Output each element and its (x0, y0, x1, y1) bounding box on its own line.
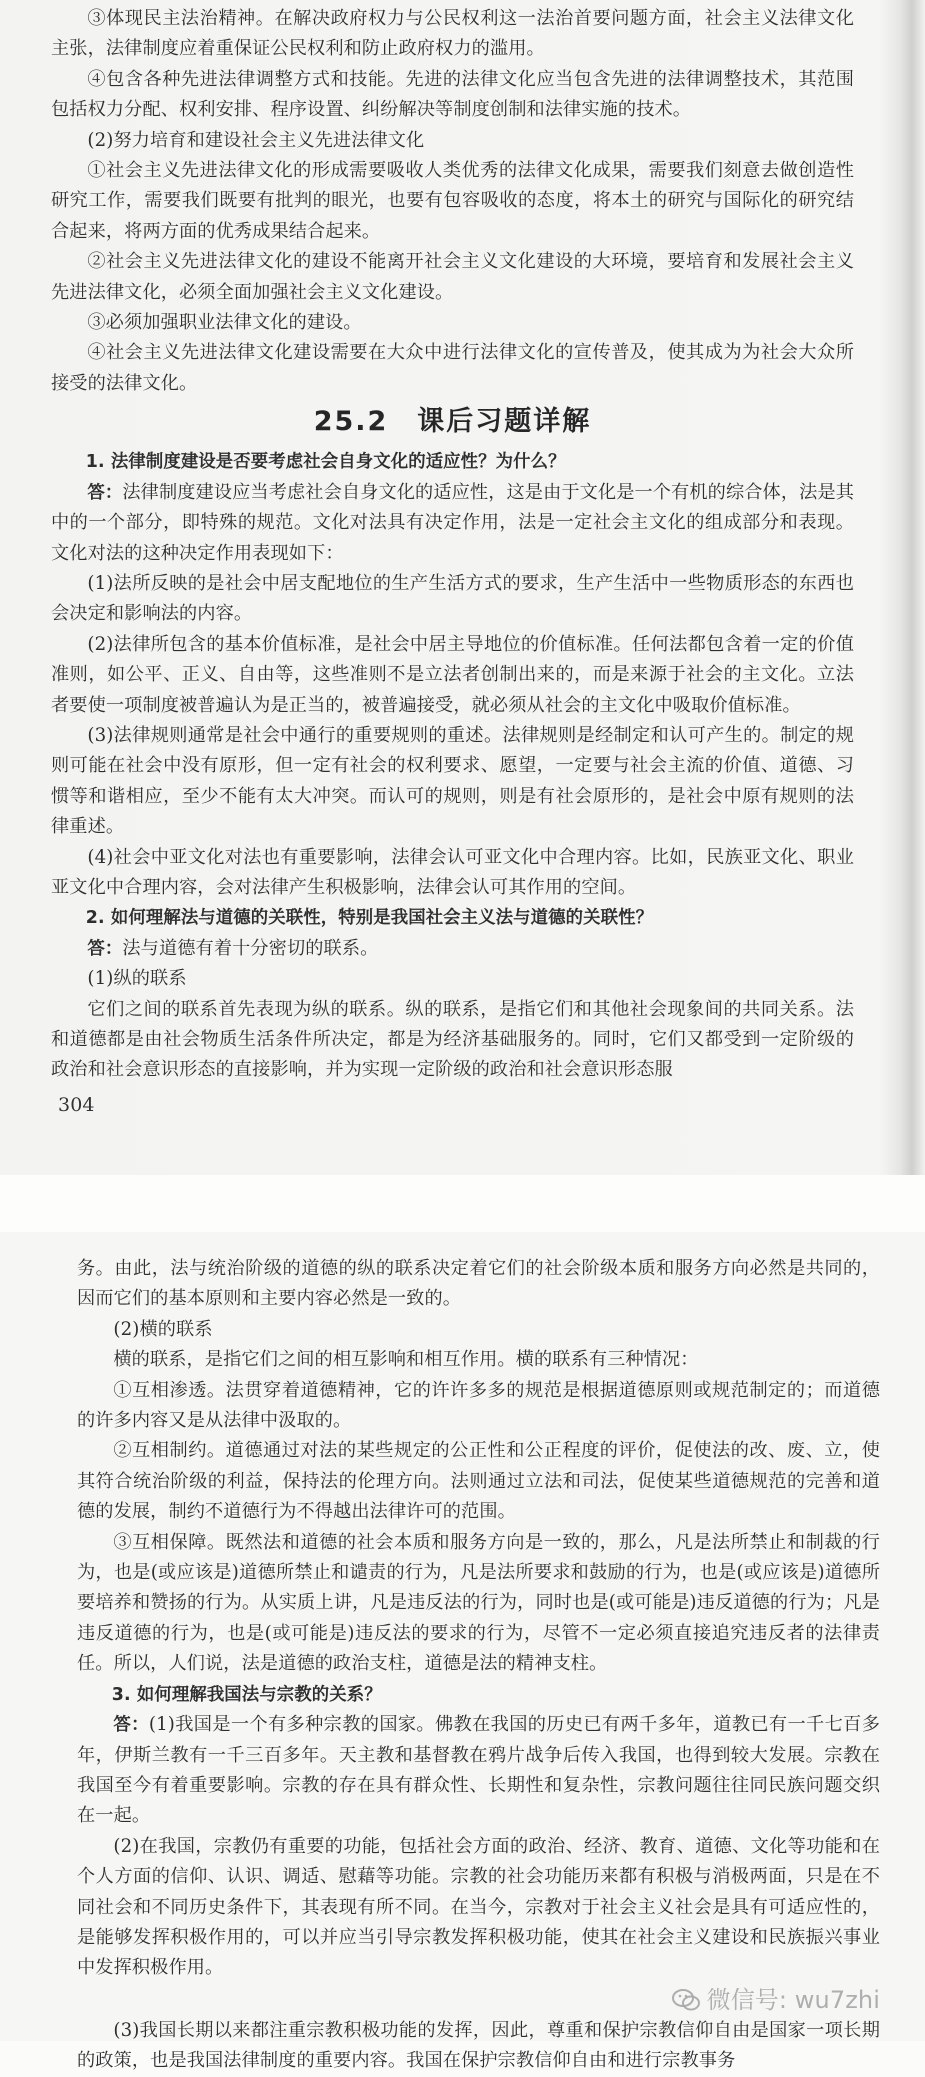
paragraph: ①社会主义先进法律文化的形成需要吸收人类优秀的法律文化成果，需要我们刻意去做创造性研究工作，需要我们既要有批判的眼光，也要有包容吸收的态度，将本土的研究与国际化的研究结合起来，将两方面的优秀成果结合起来。 (51, 160, 854, 242)
watermark (77, 1984, 880, 2016)
paragraph: (3)我国长期以来都注重宗教积极功能的发挥，因此，尊重和保护宗教信仰自由是国家一项长期的政策，也是我国法律制度的重要内容。我国在保护宗教信仰自由和进行宗教事务 (77, 2019, 880, 2072)
paragraph: (3)法律规则通常是社会中通行的重要规则的重述。法律规则是经制定和认可产生的。制定的规则可能在社会中没有原形，但一定有社会的权利要求、愿望，一定要与社会主流的价值、道德、习惯等和谐相应，至少不能有太大冲突。而认可的规则，则是有社会原形的，是社会中原有规则的法律重述。 (51, 724, 854, 838)
paragraph: (2)法律所包含的基本价值标准，是社会中居主导地位的价值标准。任何法都包含着一定的价值准则，如公平、正义、自由等，这些准则不是立法者创制出来的，而是来源于社会的主文化。立法者要使一项制度被普遍认为是正当的，被普遍接受，就必须从社会的主文化中吸取价值标准。 (51, 633, 854, 716)
page-body (77, 1254, 880, 2077)
page-305 (0, 1232, 925, 2072)
paragraph: ④社会主义先进法律文化建设需要在大众中进行法律文化的宣传普及，使其成为为社会大众所接受的法律文化。 (51, 342, 854, 394)
paragraph: (1)法所反映的是社会中居支配地位的生产生活方式的要求，生产生活中一些物质形态的东西也会决定和影响法的内容。 (51, 572, 854, 625)
paragraph: ②社会主义先进法律文化的建设不能离开社会主义文化建设的大环境，要培育和发展社会主义先进法律文化，必须全面加强社会主义文化建设。 (51, 251, 854, 303)
answer-3 (77, 1710, 880, 1832)
answer-text: 法与道德有着十分密切的联系。 (122, 937, 379, 959)
paragraph: 横的联系，是指它们之间的相互影响和相互作用。横的联系有三种情况： (113, 1349, 699, 1371)
watermark-text: 微信号: wu7zhi (706, 1985, 880, 2014)
paragraph: ③体现民主法治精神。在解决政府权力与公民权利这一法治首要问题方面，社会主义法律文化主张，法律制度应着重保证公民权利和防止政府权力的滥用。 (51, 8, 854, 60)
subheading: (2)横的联系 (113, 1318, 213, 1340)
page-gap (0, 1175, 925, 1232)
paragraph: ③互相保障。既然法和道德的社会本质和服务方向是一致的，那么，凡是法所禁止和制裁的行为，也是(或应该是)道德所禁止和谴责的行为，凡是法所要求和鼓励的行为，也是(或应该是)道德所要培养和赞扬的行为。从实质上讲，凡是违反法的行为，同时也是(或可能是)违反道德的行为；凡是违反道德的行为，也是(或可能是)违反法的要求的行为，尽管不一定必须直接追究违反者的法律责任。所以，人们说，法是道德的政治支柱，道德是法的精神支柱。 (77, 1531, 880, 1675)
answer-label: 答： (87, 938, 123, 959)
page-number: 304 (58, 1093, 95, 1116)
subheading: (1)纵的联系 (87, 968, 187, 990)
section-heading: 25.2 课后习题详解 (313, 406, 592, 438)
answer-text: (1)我国是一个有多种宗教的国家。佛教在我国的历史已有两千多年，道教已有一千七百多年，伊斯兰教有一千三百多年。天主教和基督教在鸦片战争后传入我国，也得到较大发展。宗教在我国至今有着重要影响。宗教的存在具有群众性、长期性和复杂性，宗教问题往往同民族问题交织在一起。 (77, 1714, 880, 1827)
page-body (51, 4, 854, 1118)
paragraph: ④包含各种先进法律调整方式和技能。先进的法律文化应当包含先进的法律调整技术，其范围包括权力分配、权利安排、程序设置、纠纷解决等制度创制和法律实施的技术。 (51, 68, 854, 121)
wechat-icon (671, 1987, 701, 2013)
paragraph-continuation: 务。由此，法与统治阶级的道德的纵的联系决定着它们的社会阶级本质和服务方向必然是共同的，因而它们的基本原则和主要内容必然是一致的。 (77, 1258, 880, 1310)
paragraph: ③必须加强职业法律文化的建设。 (87, 312, 362, 334)
question-2: 2. 如何理解法与道德的关联性，特别是我国社会主义法与道德的关联性？ (85, 908, 654, 929)
question-1: 1. 法律制度建设是否要考虑社会自身文化的适应性？为什么？ (85, 452, 566, 473)
answer-1 (51, 478, 854, 569)
answer-text: 法律制度建设应当考虑社会自身文化的适应性，这是由于文化是一个有机的综合体，法是其中的一个部分，即特殊的规范。文化对法具有决定作用，法是一定社会主文化的组成部分和表现。文化对法的这种决定作用表现如下： (51, 481, 854, 564)
question-3: 3. 如何理解我国法与宗教的关系？ (111, 1684, 382, 1705)
paragraph: 它们之间的联系首先表现为纵的联系。纵的联系，是指它们和其他社会现象间的共同关系。法和道德都是由社会物质生活条件所决定，都是为经济基础服务的。同时，它们又都受到一定阶级的政治和社会意识形态的直接影响，并为实现一定阶级的政治和社会意识形态服 (51, 998, 854, 1081)
answer-label: 答： (87, 482, 123, 503)
subheading: (2)努力培育和建设社会主义先进法律文化 (87, 129, 425, 151)
paragraph: ①互相渗透。法贯穿着道德精神，它的许许多多的规范是根据道德原则或规范制定的；而道德的许多内容又是从法律中汲取的。 (77, 1379, 880, 1432)
paragraph: (4)社会中亚文化对法也有重要影响，法律会认可亚文化中合理内容。比如，民族亚文化、职业亚文化中合理内容，会对法律产生积极影响，法律会认可其作用的空间。 (51, 846, 854, 898)
paragraph: (2)在我国，宗教仍有重要的功能，包括社会方面的政治、经济、教育、道德、文化等功能和在个人方面的信仰、认识、调适、慰藉等功能。宗教的社会功能历来都有积极与消极两面，只是在不同社会和不同历史条件下，其表现有所不同。在当今，宗教对于社会主义社会是具有可适应性的，是能够发挥积极作用的，可以并应当引导宗教发挥积极功能，使其在社会主义建设和民族振兴事业中发挥积极作用。 (77, 1835, 880, 1979)
answer-label: 答： (113, 1715, 149, 1736)
paragraph: ②互相制约。道德通过对法的某些规定的公正性和公正程度的评价，促使法的改、废、立，使其符合统治阶级的利益，保持法的伦理方向。法则通过立法和司法，促使某些道德规范的完善和道德的发展，制约不道德行为不得越出法律许可的范围。 (77, 1440, 880, 1523)
answer-2 (51, 934, 854, 964)
